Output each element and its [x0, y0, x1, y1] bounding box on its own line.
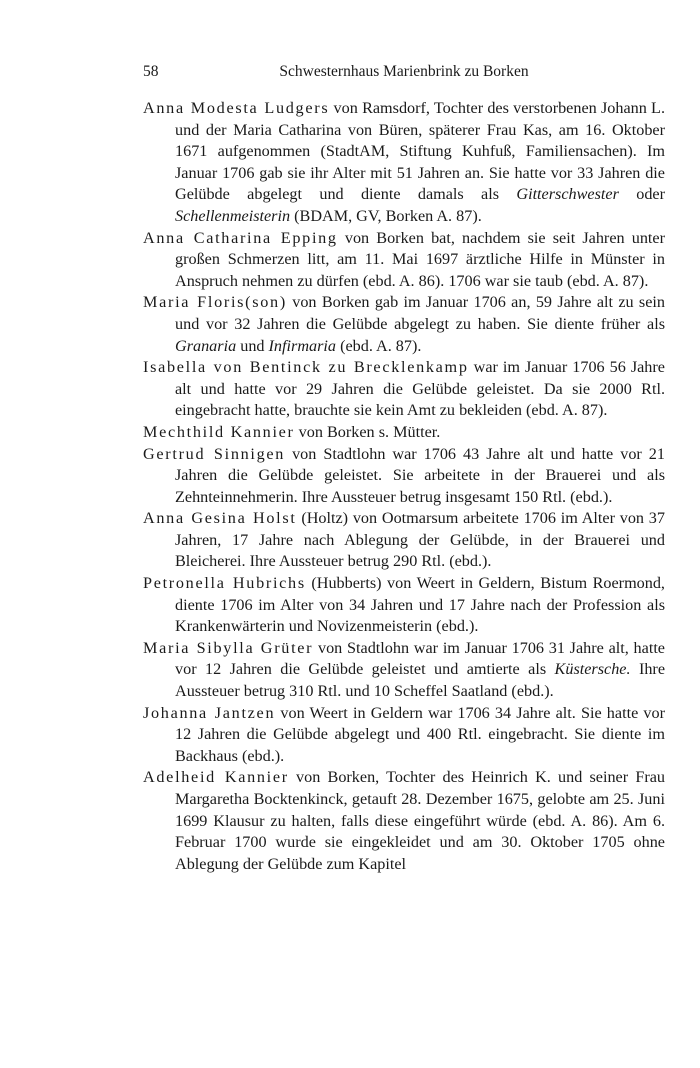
entry-text: von Weert in Geldern war 1706 34 Jahre alt. Sie hatte vor 12 Jahren die Gelübde abgelegt und 400 Rtl. eingebracht. Sie diente im Backhaus (ebd.).: [175, 703, 665, 765]
list-item: [143, 422, 665, 444]
entry-text: (ebd. A. 87).: [336, 336, 422, 355]
entry-text: von Borken gab im Januar 1706 an, 59 Jahre alt zu sein und vor 32 Jahren die Gelübde abgelegt zu haben. Sie diente früher als: [175, 293, 665, 333]
entry-text: (Hubberts) von Weert in Geldern, Bistum Roermond, diente 1706 im Alter von 34 Jahren und 17 Jahre nach der Profession als Krankenwärterin und Novizenmeisterin (ebd.).: [175, 574, 665, 636]
list-item: [143, 98, 665, 228]
office-term: Infirmaria: [268, 336, 337, 355]
entry-text: (BDAM, GV, Borken A. 87).: [290, 206, 482, 225]
person-name: Gertrud Sinnigen: [143, 444, 286, 463]
entry-text: von Borken, Tochter des Heinrich K. und seiner Frau Margaretha Bocktenkinck, getauft 28. Dezember 1675, gelobte am 25. Juni 1699 Klausur zu halten, falls diese eingeführt würde (ebd. A. 86). Am 6. Februar 1700 wurde sie eingekleidet und am 30. Oktober 1705 ohne Ablegung der Gelübde zum Kapitel: [175, 768, 665, 873]
entry-text: von Borken s. Mütter.: [294, 422, 441, 441]
entry-text: von Ramsdorf, Tochter des verstorbenen Johann L. und der Maria Catharina von Büren, späterer Frau Kas, am 16. Oktober 1671 aufgenommen (StadtAM, Stiftung Kuhfuß, Familiensachen). Im Januar 1706 gab sie ihr Alter mit 51 Jahren an. Sie hatte vor 33 Jahren die Gelübde abgelegt und diente damals als: [175, 99, 665, 204]
entry-text: oder: [618, 185, 665, 204]
list-item: [143, 573, 665, 638]
list-item: [143, 638, 665, 703]
entry-text: war im Januar 1706 56 Jahre alt und hatte vor 29 Jahren die Gelübde geleistet. Da sie 2000 Rtl. eingebracht hatte, brauchte sie kein Amt zu bekleiden (ebd. A. 87).: [175, 358, 665, 420]
person-name: Maria Floris(son): [143, 293, 287, 312]
list-item: [143, 508, 665, 573]
entry-text: und: [236, 336, 269, 355]
page-header: [143, 63, 665, 83]
list-item: [143, 703, 665, 768]
entry-text: (Holtz) von Ootmarsum arbeitete 1706 im Alter von 37 Jahren, 17 Jahre nach Ablegung der Gelübde, in der Brauerei und Bleicherei. Ihre Aussteuer betrug 290 Rtl. (ebd.).: [175, 509, 665, 571]
running-title: Schwesternhaus Marienbrink zu Borken: [279, 63, 529, 80]
list-item: [143, 444, 665, 509]
person-name: Anna Modesta Ludgers: [143, 99, 330, 117]
entry-list: [143, 98, 665, 875]
person-name: Anna Gesina Holst: [143, 509, 297, 528]
office-term: Gitterschwester: [516, 185, 619, 204]
person-name: Johanna Jantzen: [143, 703, 276, 722]
entry-text: Ihre Aussteuer betrug 310 Rtl. und 10 Scheffel Saatland (ebd.).: [175, 660, 666, 701]
office-term: Schellenmeisterin: [175, 206, 291, 225]
person-name: Anna Catharina Epping: [143, 228, 338, 247]
office-term: Küstersche.: [554, 660, 631, 679]
entry-text: von Stadtlohn war 1706 43 Jahre alt und hatte vor 21 Jahren die Gelübde geleistet. Sie arbeitete in der Brauerei und als Zehnteinnehmerin. Ihre Aussteuer betrug insgesamt 150 Rtl. (ebd.).: [175, 444, 665, 506]
office-term: Granaria: [175, 336, 237, 355]
page-number: 58: [143, 63, 159, 80]
entry-text: von Borken bat, nachdem sie seit Jahren unter großen Schmerzen litt, am 11. Mai 1697 ärztliche Hilfe in Münster in Anspruch nehmen zu dürfen (ebd. A. 86). 1706 war sie taub (ebd. A. 87).: [175, 228, 665, 290]
entry-text: von Stadtlohn war im Januar 1706 31 Jahre alt, hatte vor 12 Jahren die Gelübde geleistet und amtierte als: [175, 638, 665, 679]
list-item: [143, 292, 665, 357]
person-name: Mechthild Kannier: [143, 422, 295, 441]
person-name: Petronella Hubrichs: [143, 574, 306, 593]
list-item: [143, 767, 665, 875]
person-name: Isabella von Bentinck zu Brecklenkamp: [143, 358, 469, 377]
list-item: [143, 228, 665, 293]
person-name: Maria Sibylla Grüter: [143, 638, 314, 657]
person-name: Adelheid Kannier: [143, 768, 289, 787]
list-item: [143, 357, 665, 422]
